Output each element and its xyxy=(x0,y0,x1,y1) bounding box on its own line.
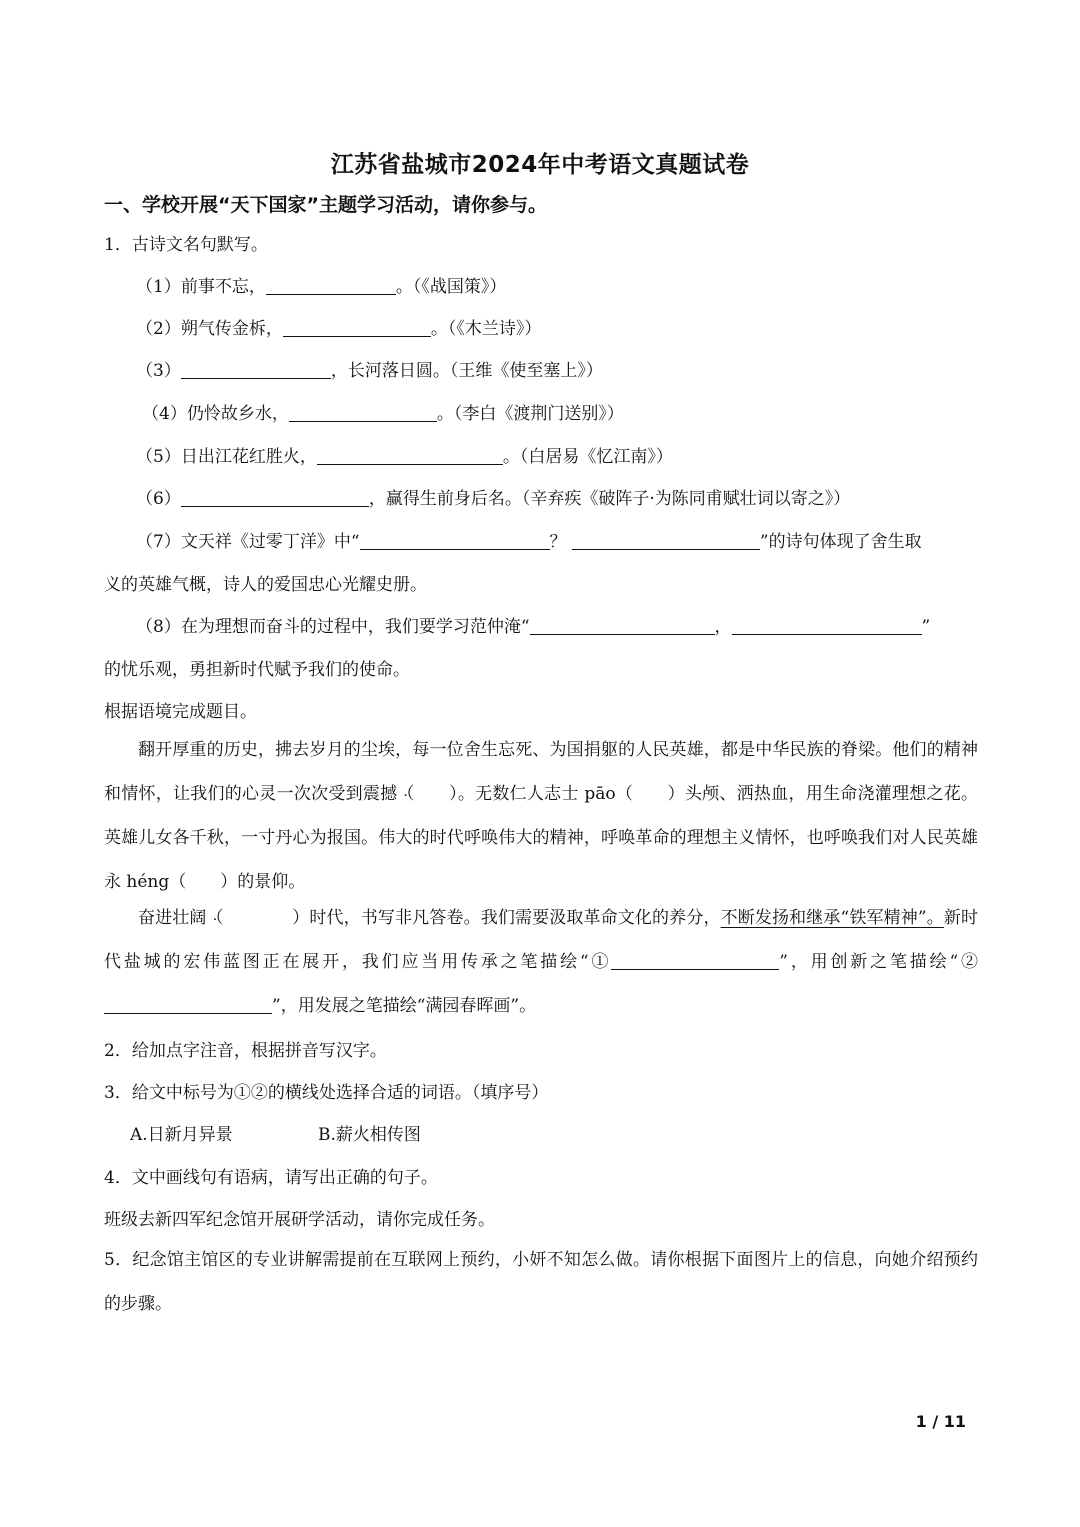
option-b: B.薪火相传图 xyxy=(318,1125,421,1145)
context-intro: 根据语境完成题目。 xyxy=(104,702,257,722)
poem-item-7-q: ？ xyxy=(549,532,567,552)
page-number: 1 / 11 xyxy=(915,1412,966,1431)
poem-item-7 xyxy=(136,527,922,552)
answer-blank[interactable] xyxy=(317,446,503,465)
question-5: 5．纪念馆主馆区的专业讲解需提前在互联网上预约，小妍不知怎么做。请你根据下面图片上的信息，向她介绍预约的步骤。 xyxy=(104,1250,978,1314)
passage-paragraph-2 xyxy=(104,896,978,1028)
passage-text: ”，用发展之笔描绘“满园春晖画”。 xyxy=(272,996,537,1016)
answer-blank[interactable] xyxy=(266,276,396,295)
answer-blank[interactable] xyxy=(572,531,760,550)
poem-item-7-a: （7）文天祥《过零丁洋》中“ xyxy=(136,532,360,552)
poem-item-3-post: ，长河落日圆。（王维《使至塞上》） xyxy=(330,361,603,381)
question-4: 4．文中画线句有语病，请写出正确的句子。 xyxy=(104,1168,438,1188)
poem-item-2-post: 。（《木兰诗》） xyxy=(430,319,542,339)
question-2: 2．给加点字注音，根据拼音写汉字。 xyxy=(104,1041,387,1061)
answer-blank[interactable] xyxy=(181,360,331,379)
dotted-char: 阔 · xyxy=(189,908,206,928)
poem-item-8 xyxy=(136,612,930,637)
poem-item-6-pre: （6） xyxy=(136,489,181,509)
poem-item-5 xyxy=(136,442,673,467)
underlined-sentence: 不断发扬和继承“铁军精神”。 xyxy=(720,908,944,928)
passage-text: （ ）时代，书写非凡答卷。我们需要汲取革命文化的养分， xyxy=(206,908,721,928)
passage-text: 奋进壮 xyxy=(138,908,190,928)
page-title: 江苏省盐城市2024年中考语文真题试卷 xyxy=(330,152,750,178)
poem-item-1-post: 。（《战国策》） xyxy=(395,277,507,297)
section-heading: 一、学校开展“天下国家”主题学习活动，请你参与。 xyxy=(104,194,547,216)
task-intro: 班级去新四军纪念馆开展研学活动，请你完成任务。 xyxy=(104,1210,495,1230)
poem-item-8-a: （8）在为理想而奋斗的过程中，我们要学习范仲淹“ xyxy=(136,617,530,637)
poem-item-2 xyxy=(136,314,541,339)
answer-blank[interactable] xyxy=(289,403,437,422)
poem-item-7-b: ”的诗句体现了舍生取 xyxy=(759,532,922,552)
passage-text: 新时代盐城的宏伟蓝图正在展开，我们应当用传承之笔描绘“① xyxy=(104,908,979,972)
passage-text: 翻开厚重的历史，拂去岁月的尘埃，每一位舍生忘死、为国捐躯的人民英雄，都是中华民族的脊梁。他们的精神和情怀，让我们的心灵一次次受到震 xyxy=(104,740,978,804)
answer-blank-1[interactable] xyxy=(611,951,779,970)
poem-item-3 xyxy=(136,356,603,381)
poem-item-7-cont: 义的英雄气概，诗人的爱国忠心光耀史册。 xyxy=(104,575,427,595)
answer-blank[interactable] xyxy=(283,318,431,337)
answer-blank[interactable] xyxy=(181,488,369,507)
poem-item-8-b: ” xyxy=(921,617,931,637)
poem-item-4-pre: （4）仍怜故乡水， xyxy=(142,404,289,424)
passage-text: （ ）。无数仁人志士 pāo（ ）头颅、洒热血，用生命浇灌理想之花。英雄儿女各千秋，一寸丹心为报国。伟大的时代呼唤伟大的精神，呼唤革命的理想主义情怀，也呼唤我们对人民英雄永 héng（ ）的景仰。 xyxy=(104,784,979,892)
poem-item-5-pre: （5）日出江花红胜火， xyxy=(136,447,317,467)
passage-text: ”，用创新之笔描绘“② xyxy=(779,952,978,972)
question-3: 3．给文中标号为①②的横线处选择合适的词语。（填序号） xyxy=(104,1083,549,1103)
poem-item-8-cont: 的忧乐观，勇担新时代赋予我们的使命。 xyxy=(104,660,410,680)
poem-item-2-pre: （2）朔气传金柝， xyxy=(136,319,283,339)
question-1-stem: 1．古诗文名句默写。 xyxy=(104,235,268,255)
poem-item-6 xyxy=(136,484,850,509)
poem-item-4 xyxy=(142,399,624,424)
dotted-char: 撼 · xyxy=(380,784,397,804)
poem-item-4-post: 。（李白《渡荆门送别》） xyxy=(436,404,624,424)
option-a: A.日新月异景 xyxy=(130,1125,233,1145)
poem-item-6-post: ，赢得生前身后名。（辛弃疾《破阵子·为陈同甫赋壮词以寄之》） xyxy=(368,489,851,509)
answer-blank-2[interactable] xyxy=(104,995,272,1014)
poem-item-5-post: 。（白居易《忆江南》） xyxy=(502,447,673,467)
poem-item-3-pre: （3） xyxy=(136,361,181,381)
answer-blank[interactable] xyxy=(732,616,922,635)
answer-blank[interactable] xyxy=(530,616,715,635)
poem-item-1 xyxy=(136,272,506,297)
answer-blank[interactable] xyxy=(360,531,550,550)
poem-item-8-comma: ， xyxy=(714,617,732,637)
poem-item-1-pre: （1）前事不忘， xyxy=(136,277,266,297)
passage-paragraph-1 xyxy=(104,728,978,904)
